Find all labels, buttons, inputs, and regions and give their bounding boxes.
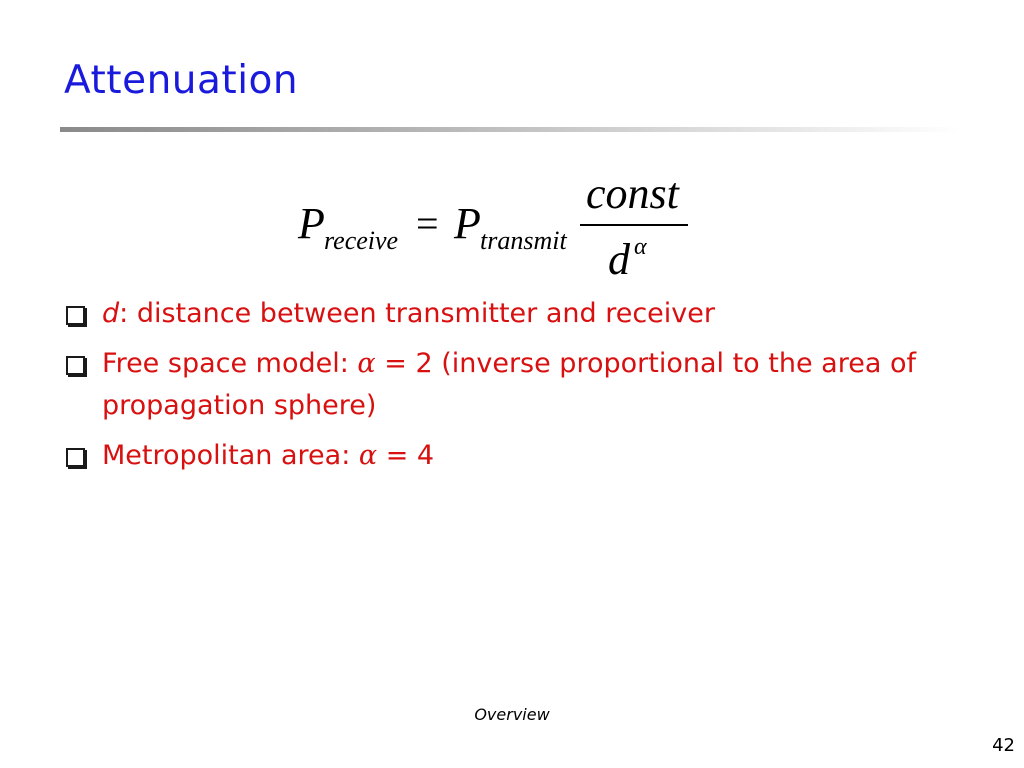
formula-fraction-bar xyxy=(580,224,688,226)
bullet-item-free-space xyxy=(62,343,962,427)
title-divider xyxy=(60,127,960,132)
formula-numerator: const xyxy=(586,169,679,218)
attenuation-formula xyxy=(298,168,698,288)
bullet-text-after: = 4 xyxy=(377,440,435,471)
formula-receive-subscript: receive xyxy=(324,226,399,255)
bullet-text-before: Free space model: xyxy=(102,348,358,379)
formula-p-transmit-symbol: P xyxy=(454,199,481,248)
bullet-text-before: Metropolitan area: xyxy=(102,440,359,471)
formula-p-receive-symbol: P xyxy=(298,199,325,248)
alpha-symbol: α xyxy=(358,440,378,471)
formula-transmit-subscript: transmit xyxy=(480,226,567,255)
formula-denominator-base: d xyxy=(608,235,630,284)
bullet-text-after: = 2 (inverse proportional to the area of propagation sphere) xyxy=(102,348,916,421)
page-number: 42 xyxy=(992,735,1015,756)
checkbox-bullet-icon xyxy=(66,448,85,467)
bullet-text: : distance between transmitter and receiver xyxy=(119,298,715,329)
slide-title: Attenuation xyxy=(64,58,299,103)
bullet-item-distance xyxy=(62,293,962,335)
checkbox-bullet-icon xyxy=(66,356,85,375)
bullet-list xyxy=(62,293,962,485)
alpha-symbol: α xyxy=(357,348,376,379)
formula-denominator-exponent: α xyxy=(634,234,647,260)
formula-equals-sign: = xyxy=(416,201,439,246)
footer-section-label: Overview xyxy=(474,705,550,724)
checkbox-bullet-icon xyxy=(66,306,85,325)
bullet-variable-d: d xyxy=(102,298,120,329)
bullet-item-metropolitan xyxy=(62,435,962,477)
